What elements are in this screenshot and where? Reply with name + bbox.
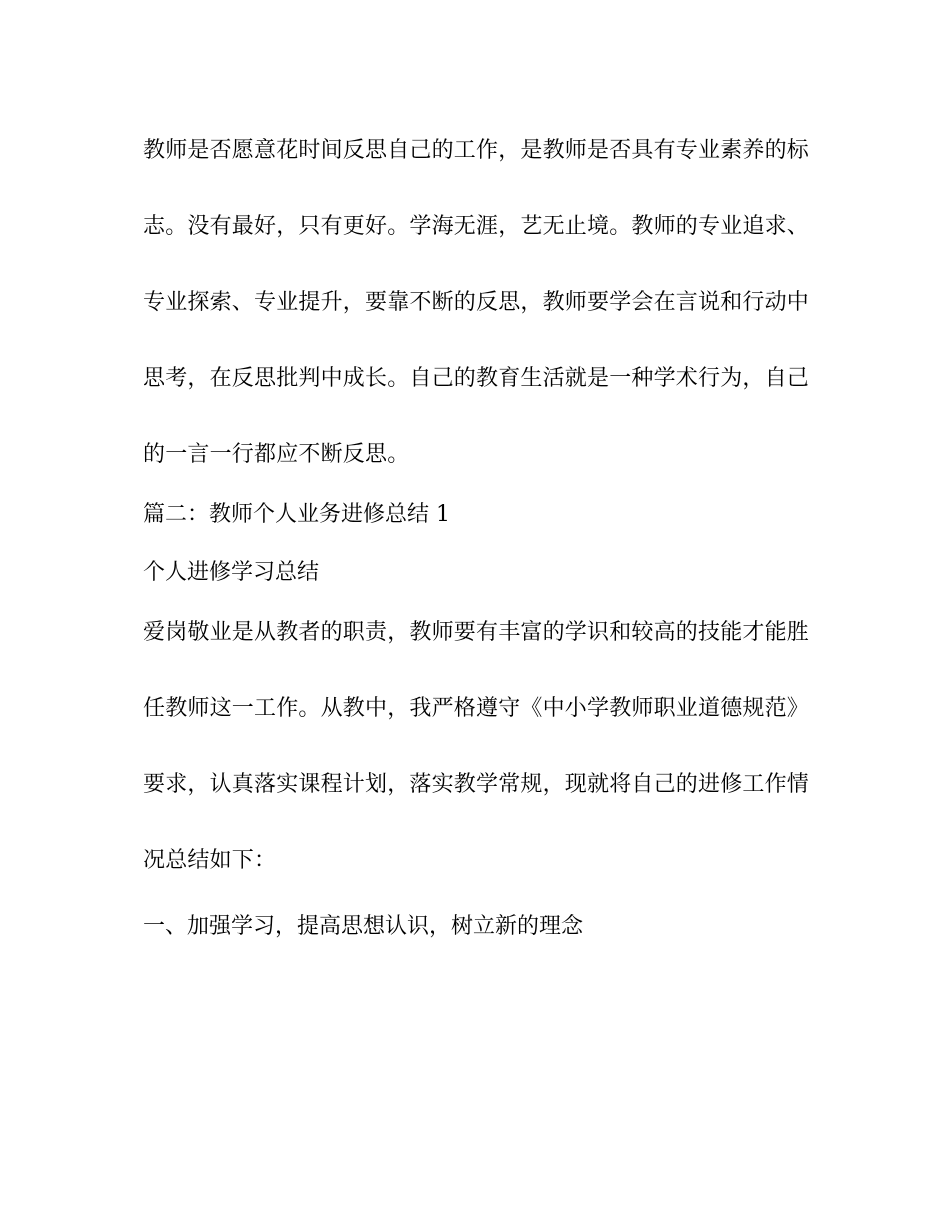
paragraph-line: 教师是否愿意花时间反思自己的工作，是教师是否具有专业素养的标 xyxy=(143,138,810,163)
paragraph-line: 况总结如下： xyxy=(143,848,277,873)
paragraph-line: 任教师这一工作。从教中，我严格遵守《中小学教师职业道德规范》 xyxy=(143,696,810,721)
paragraph-line: 要求，认真落实课程计划，落实教学常规，现就将自己的进修工作情 xyxy=(143,772,810,797)
point-heading: 一、加强学习，提高思想认识，树立新的理念 xyxy=(143,914,584,939)
paragraph-line: 专业探索、专业提升，要靠不断的反思，教师要学会在言说和行动中 xyxy=(143,290,810,315)
paragraph-line: 志。没有最好，只有更好。学海无涯，艺无止境。教师的专业追求、 xyxy=(143,214,810,239)
paragraph-summary-intro xyxy=(143,604,810,890)
section-heading: 篇二：教师个人业务进修总结 1 xyxy=(143,502,450,527)
paragraph-line: 的一言一行都应不断反思。 xyxy=(143,442,410,467)
paragraph-line: 思考，在反思批判中成长。自己的教育生活就是一种学术行为，自己 xyxy=(143,366,810,391)
subheading: 个人进修学习总结 xyxy=(143,560,320,585)
paragraph-line: 爱岗敬业是从教者的职责，教师要有丰富的学识和较高的技能才能胜 xyxy=(143,620,810,645)
paragraph-reflection xyxy=(143,122,810,484)
document-body xyxy=(143,122,810,956)
